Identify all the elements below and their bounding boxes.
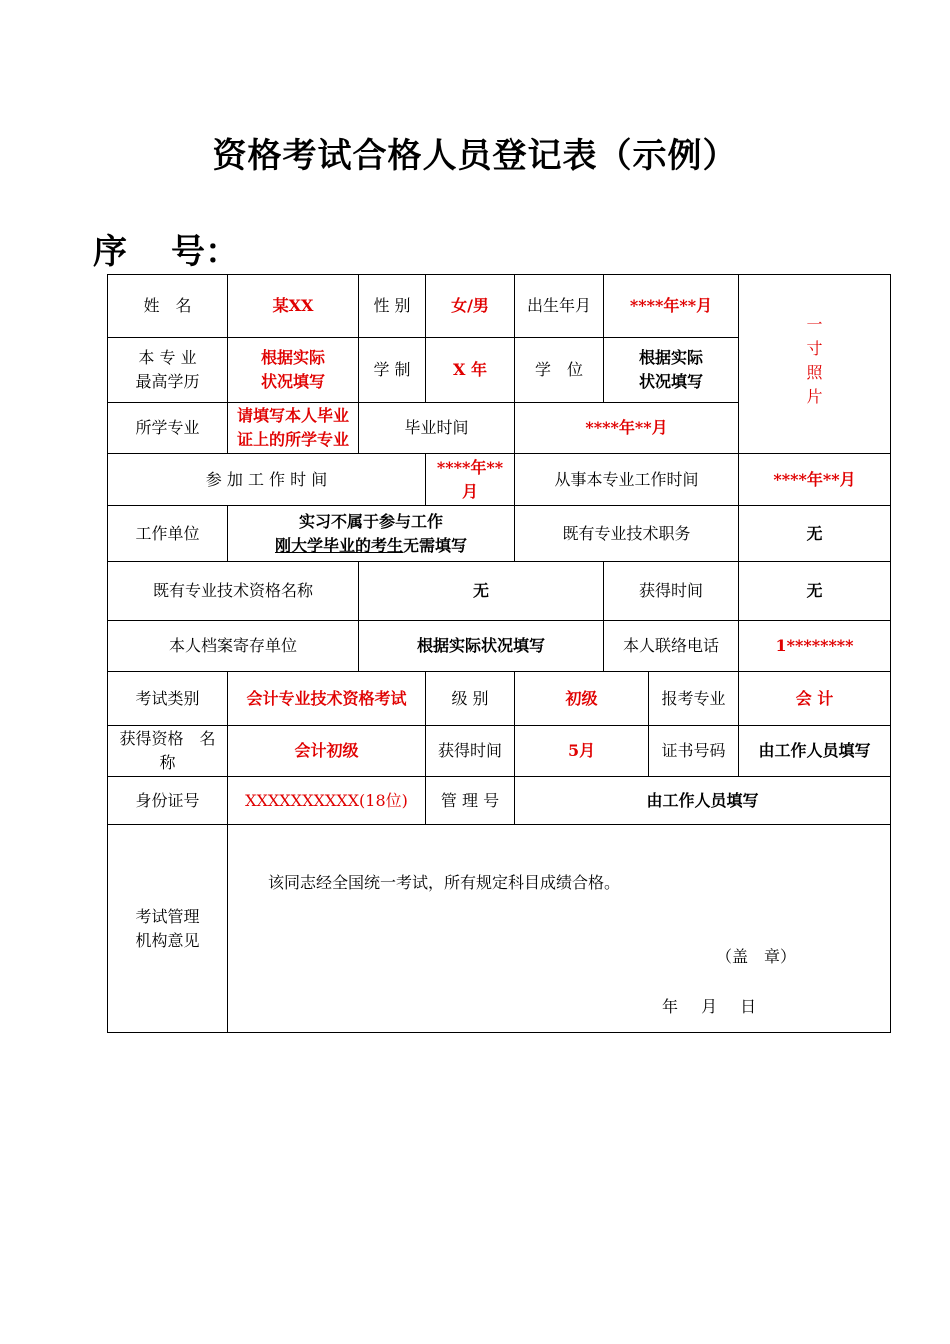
apply-major-label: 报考专业 [649,672,739,726]
qualification-obtain-time-value[interactable]: 无 [739,562,891,621]
work-start-label: 参 加 工 作 时 间 [108,454,426,506]
exam-authority-opinion-label: 考试管理 机构意见 [108,825,228,1033]
professional-work-time-label: 从事本专业工作时间 [515,454,739,506]
archive-unit-label: 本人档案寄存单位 [108,621,359,672]
certificate-name-value[interactable]: 会计初级 [228,726,426,777]
phone-label: 本人联络电话 [604,621,739,672]
id-number-label: 身份证号 [108,777,228,825]
phone-value[interactable]: 1******** [739,621,891,672]
exam-authority-opinion-value[interactable] [228,825,891,1033]
degree-value[interactable]: 根据实际 状况填写 [604,338,739,403]
photo-char-3: 照 [806,363,823,382]
form-row-exam [108,672,891,726]
certificate-number-label: 证书号码 [649,726,739,777]
photo-char-2: 寸 [806,339,823,358]
serial-label-char-1: 序 [93,232,127,272]
form-row-work-time [108,454,891,506]
form-row-basic-info [108,275,891,338]
gender-value[interactable]: 女/男 [426,275,515,338]
opinion-text: 该同志经全国统一考试，所有规定科目成绩合格。 [268,873,621,892]
archive-unit-value[interactable]: 根据实际状况填写 [359,621,604,672]
professional-work-time-value[interactable]: ****年**月 [739,454,891,506]
employer-value[interactable]: 实习不属于参与工作 刚大学毕业的考生无需填写 [228,506,515,562]
gender-label: 性 别 [359,275,426,338]
form-row-certificate [108,726,891,777]
certificate-number-value[interactable]: 由工作人员填写 [739,726,891,777]
study-system-label: 学 制 [359,338,426,403]
tech-post-label: 既有专业技术职务 [515,506,739,562]
certificate-time-label: 获得时间 [426,726,515,777]
work-start-value[interactable]: ****年**月 [426,454,515,506]
form-row-opinion [108,825,891,1033]
form-row-qualification [108,562,891,621]
exam-type-value[interactable]: 会计专业技术资格考试 [228,672,426,726]
level-label: 级 别 [426,672,515,726]
major-value[interactable]: 请填写本人毕业 证上的所学专业 [228,403,359,454]
page-title: 资格考试合格人员登记表（示例） [212,136,738,176]
id-number-value[interactable]: XXXXXXXXXX(18位) [228,777,426,825]
photo-placeholder[interactable] [739,275,891,454]
birth-value[interactable]: ****年**月 [604,275,739,338]
opinion-seal: （盖 章） [716,947,797,966]
serial-number-label [93,224,239,273]
employer-label: 工作单位 [108,506,228,562]
graduation-time-label: 毕业时间 [359,403,515,454]
management-number-value[interactable]: 由工作人员填写 [515,777,891,825]
form-row-id [108,777,891,825]
opinion-date: 年 月 日 [662,997,757,1016]
study-system-value[interactable]: X 年 [426,338,515,403]
major-label: 所学专业 [108,403,228,454]
qualification-name-value[interactable]: 无 [359,562,604,621]
serial-label-char-2: 号： [171,232,239,272]
education-value[interactable]: 根据实际 状况填写 [228,338,359,403]
registration-form-table [107,274,891,1033]
name-value[interactable]: 某XX [228,275,359,338]
education-label: 本 专 业 最高学历 [108,338,228,403]
certificate-time-value[interactable]: 5月 [515,726,649,777]
certificate-name-label: 获得资格 名 称 [108,726,228,777]
tech-post-value[interactable]: 无 [739,506,891,562]
exam-type-label: 考试类别 [108,672,228,726]
qualification-obtain-time-label: 获得时间 [604,562,739,621]
level-value[interactable]: 初级 [515,672,649,726]
apply-major-value[interactable]: 会 计 [739,672,891,726]
photo-char-1: 一 [806,315,823,334]
name-label: 姓 名 [108,275,228,338]
birth-label: 出生年月 [515,275,604,338]
degree-label: 学 位 [515,338,604,403]
photo-char-4: 片 [806,387,823,406]
management-number-label: 管 理 号 [426,777,515,825]
form-row-archive [108,621,891,672]
qualification-name-label: 既有专业技术资格名称 [108,562,359,621]
graduation-time-value[interactable]: ****年**月 [515,403,739,454]
form-row-employer [108,506,891,562]
